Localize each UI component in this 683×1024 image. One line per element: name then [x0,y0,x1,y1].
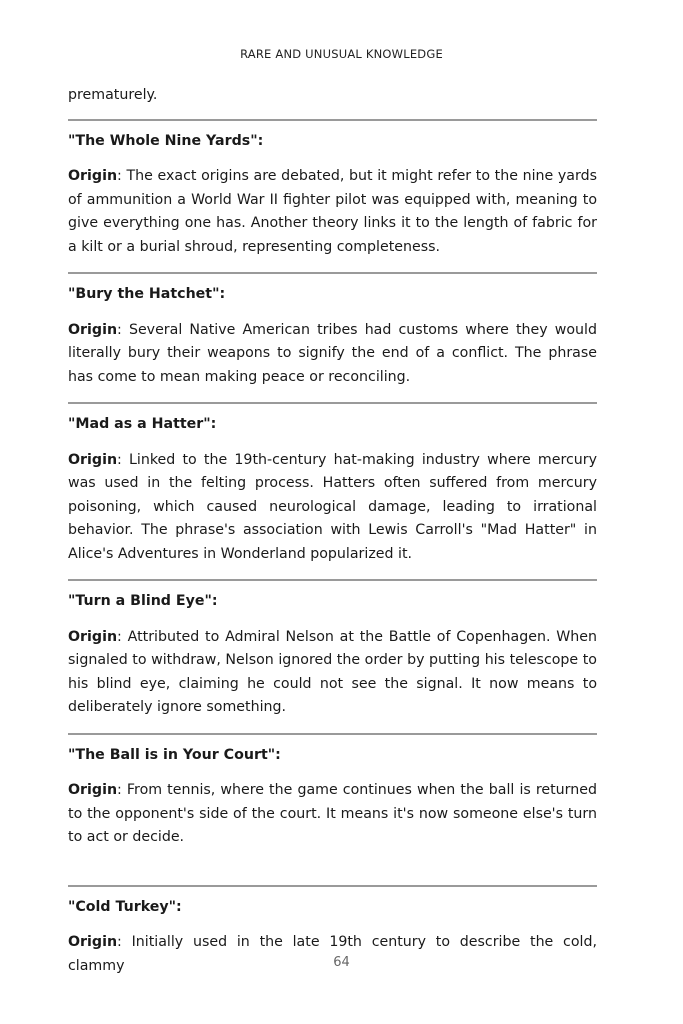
section-divider [68,885,597,887]
origin-label: Origin [68,628,118,645]
entry-text: : Linked to the 19th-century hat-making industry where mercury was used in the felting process. Hatters often suffered from mercury poisoning, which caused neurological damage, leading to irrational behavior. The phrase's association with Lewis Carroll's "Mad Hatter" in Alice's Adventures in Wonderland popularized it. [68,451,597,562]
origin-label: Origin [68,451,118,468]
entry-title: "The Whole Nine Yards": [68,132,264,149]
origin-label: Origin [68,934,118,950]
entry-body [68,319,597,390]
section-divider [68,402,597,404]
entry-body [68,449,597,567]
continuation-text: prematurely. [68,87,158,103]
origin-label: Origin [68,168,118,184]
page-number: 64 [333,955,350,970]
entry-body [68,626,597,720]
running-header: RARE AND UNUSUAL KNOWLEDGE [240,47,443,61]
section-divider [68,579,597,581]
entry-title: "Cold Turkey": [68,898,182,915]
section-divider [68,272,597,274]
entry-text: : Several Native American tribes had customs where they would literally bury their weapons to signify the end of a conflict. The phrase has come to mean making peace or reconciling. [68,321,597,385]
section-divider [68,119,597,121]
entry-body [68,165,597,259]
entry-text: : From tennis, where the game continues when the ball is returned to the opponent's side of the court. It means it's now someone else's turn to act or decide. [68,782,597,845]
origin-label: Origin [68,782,118,798]
entry-text: : The exact origins are debated, but it might refer to the nine yards of ammunition a World War II fighter pilot was equipped with, meaning to give everything one has. Another theory links it to the length of fabric for a kilt or a burial shroud, representing completeness. [68,168,597,255]
entry-text: : Attributed to Admiral Nelson at the Battle of Copenhagen. When signaled to withdraw, Nelson ignored the order by putting his telescope to his blind eye, claiming he could not see the signal. It now means to deliberately ignore something. [68,628,597,715]
entry-title: "Mad as a Hatter": [68,416,217,432]
page-content [68,84,597,991]
entry-title: "Turn a Blind Eye": [68,593,218,609]
entry-title: "Bury the Hatchet": [68,286,226,302]
section-divider [68,733,597,735]
entry-title: "The Ball is in Your Court": [68,746,281,763]
entry-text: : Initially used in the late 19th century to describe the cold, clammy [68,934,597,974]
origin-label: Origin [68,321,118,338]
entry-body [68,779,597,850]
